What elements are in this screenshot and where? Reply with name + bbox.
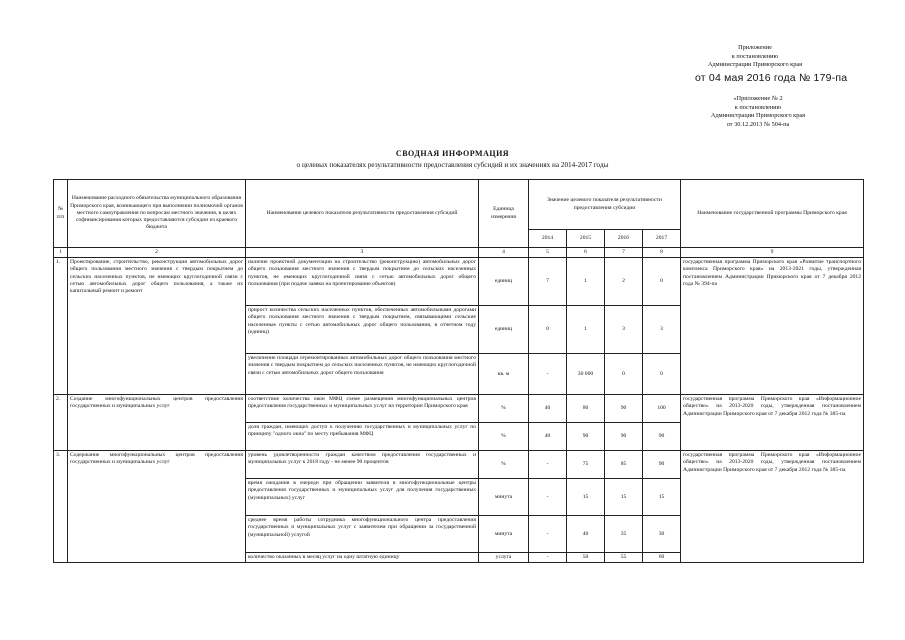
row-program: государственная программа Приморского края «Информационное общество» на 2013-2020 годы, утвержденная постановлением Администрации Приморского края от 7 декабря 2012 года № 385-па [681, 395, 864, 451]
col-number: 1 [54, 248, 68, 258]
value-2014: 40 [529, 395, 567, 423]
col-header-unit: Единица измерения [479, 180, 529, 248]
col-number: 6 [567, 248, 605, 258]
row-num: 3. [54, 451, 68, 563]
prev-org: Администрации Приморского края [710, 112, 806, 120]
col-number: 8 [643, 248, 681, 258]
indicators-table [53, 179, 864, 563]
value-2016: 55 [605, 553, 643, 563]
table-row [54, 395, 864, 423]
value-2015: 30 000 [567, 354, 605, 395]
appendix-to: к постановлению [731, 52, 779, 60]
value-2014: - [529, 516, 567, 553]
table-row [54, 451, 864, 479]
prev-title: «Приложение № 2 [733, 95, 783, 102]
previous-appendix-header [688, 95, 828, 129]
indicator-name: соответствие количества окон МФЦ схеме размещения многофункциональных центров предоставления государственных и муниципальных услуг на территории Приморского края [246, 395, 479, 423]
row-obligation: Создание многофункциональных центров предоставления государственных и муниципальных услуг [68, 395, 246, 451]
indicator-unit: % [479, 395, 529, 423]
document-title: СВОДНАЯ ИНФОРМАЦИЯ [395, 149, 510, 158]
value-2015: 40 [567, 516, 605, 553]
value-2014: - [529, 479, 567, 516]
value-2017: 60 [643, 553, 681, 563]
row-obligation: Содержание многофункциональных центров предоставления государственных и муниципальных услуг [68, 451, 246, 563]
value-2017: 30 [643, 516, 681, 553]
row-program: государственная программа Приморского края «Информационное общество» на 2013-2020 годы, утвержденная постановлением Администрации Приморского края от 7 декабря 2012 года № 385-па [681, 451, 864, 563]
row-obligation: Проектирование, строительство, реконструкция автомобильных дорог общего пользования местного значения с твердым покрытием до сельских населенных пунктов, не имеющих круглогодичной связи с сетью автомобильных дорог общего пользования, а также их капитальный ремонт и ремонт [68, 258, 246, 395]
document-subtitle: о целевых показателях результативности предоставления субсидий и их значениях на 2014-2017 годы [296, 161, 609, 169]
indicator-name: прирост количества сельских населенных пунктов, обеспеченных автомобильными дорогами общего пользования местного значения с твердым покрытием, связывающими сельские населенные пункты с сетью автомобильных дорог общего пользования, в отчетном году (единиц) [246, 306, 479, 354]
prev-to: к постановлению [734, 103, 782, 111]
value-2014: - [529, 451, 567, 479]
value-2016: 35 [605, 516, 643, 553]
col-header-values: Значение целевого показателя результативности предоставления субсидии [529, 180, 681, 230]
value-2015: 1 [567, 258, 605, 306]
value-2016: 0 [605, 354, 643, 395]
indicator-name: уровень удовлетворенности граждан качеством предоставления государственных и муниципальных услуг к 2018 году - не менее 90 процентов [246, 451, 479, 479]
value-2014: 7 [529, 258, 567, 306]
value-2017: 90 [643, 451, 681, 479]
value-2017: 100 [643, 395, 681, 423]
value-2016: 2 [605, 258, 643, 306]
value-2014: 40 [529, 423, 567, 451]
col-header-2016: 2016 [605, 230, 643, 248]
col-number: 9 [681, 248, 864, 258]
prev-date: от 30.12.2013 № 504-па [726, 120, 790, 128]
value-2014: - [529, 553, 567, 563]
value-2016: 85 [605, 451, 643, 479]
value-2016: 3 [605, 306, 643, 354]
value-2017: 0 [643, 354, 681, 395]
resolution-stamp: от 04 мая 2016 года № 179-па [695, 72, 848, 84]
col-header-obligation: Наименование расходного обязательства муниципального образования Приморского края, возникающего при выполнении полномочий органов местного самоуправления по вопросам местного значения, в целях софинансирования которых предоставляются субсидии из краевого бюджета [68, 180, 246, 248]
indicator-unit: % [479, 423, 529, 451]
indicator-unit: % [479, 451, 529, 479]
appendix-header [690, 44, 820, 70]
indicator-name: количество оказанных в месяц услуг на одну штатную единицу [246, 553, 479, 563]
col-number: 7 [605, 248, 643, 258]
indicator-name: доля граждан, имеющих доступ к получению государственных и муниципальных услуг по принципу "одного окна" по месту пребывания МФЦ [246, 423, 479, 451]
value-2016: 90 [605, 423, 643, 451]
value-2017: 15 [643, 479, 681, 516]
value-2015: 75 [567, 451, 605, 479]
value-2014: - [529, 354, 567, 395]
col-header-num: № п/п [54, 180, 68, 248]
col-header-program: Наименование государственной программы Приморского края [681, 180, 864, 248]
value-2015: 1 [567, 306, 605, 354]
appendix-org: Администрации Приморского края [707, 61, 803, 69]
value-2015: 90 [567, 423, 605, 451]
col-number: 5 [529, 248, 567, 258]
indicator-name: наличие проектной документации на строительство (реконструкцию) автомобильных дорог общего пользования местного значения с твердым покрытием до сельских населенных пунктов, не имеющих круглогодичной связи с сетью автомобильных дорог общего пользования (при подаче заявки на проектирование объектов) [246, 258, 479, 306]
col-header-indicator: Наименование целевого показателя результативности предоставления субсидий [246, 180, 479, 248]
indicator-unit: услуга [479, 553, 529, 563]
value-2015: 15 [567, 479, 605, 516]
appendix-title: Приложение [738, 44, 772, 51]
indicator-name: увеличение площади отремонтированных автомобильных дорог общего пользования местного значения с твердым покрытием до сельских населенных пунктов, не имеющих круглогодичной связи с сетью автомобильных дорог общего пользования [246, 354, 479, 395]
col-number: 2 [68, 248, 246, 258]
row-num: 1. [54, 258, 68, 395]
row-num: 2. [54, 395, 68, 451]
indicator-unit: минута [479, 479, 529, 516]
column-numbers-row [54, 248, 864, 258]
col-header-2015: 2015 [567, 230, 605, 248]
col-header-2014: 2014 [529, 230, 567, 248]
table-row [54, 258, 864, 306]
value-2015: 80 [567, 395, 605, 423]
indicator-name: среднее время работы сотрудника многофункционального центра предоставления государственных и муниципальных услуг с заявителем при обращении за государственной (муниципальной) услугой [246, 516, 479, 553]
col-number: 4 [479, 248, 529, 258]
value-2016: 15 [605, 479, 643, 516]
value-2015: 50 [567, 553, 605, 563]
value-2017: 3 [643, 306, 681, 354]
value-2014: 0 [529, 306, 567, 354]
value-2017: 0 [643, 258, 681, 306]
indicator-unit: минута [479, 516, 529, 553]
value-2017: 90 [643, 423, 681, 451]
value-2016: 90 [605, 395, 643, 423]
indicator-unit: кв. м [479, 354, 529, 395]
col-header-2017: 2017 [643, 230, 681, 248]
indicator-unit: единиц [479, 258, 529, 306]
row-program: государственная программа Приморского края «Развитие транспортного комплекса Приморского края» на 2013-2021 годы, утвержденная постановлением Администрации Приморского края от 7 декабря 2012 года № 394-па [681, 258, 864, 395]
col-number: 3 [246, 248, 479, 258]
indicator-unit: единиц [479, 306, 529, 354]
indicator-name: время ожидания в очереди при обращении заявителя в многофункциональные центры предоставления государственных и муниципальных услуг для получения государственных (муниципальных) услуг [246, 479, 479, 516]
